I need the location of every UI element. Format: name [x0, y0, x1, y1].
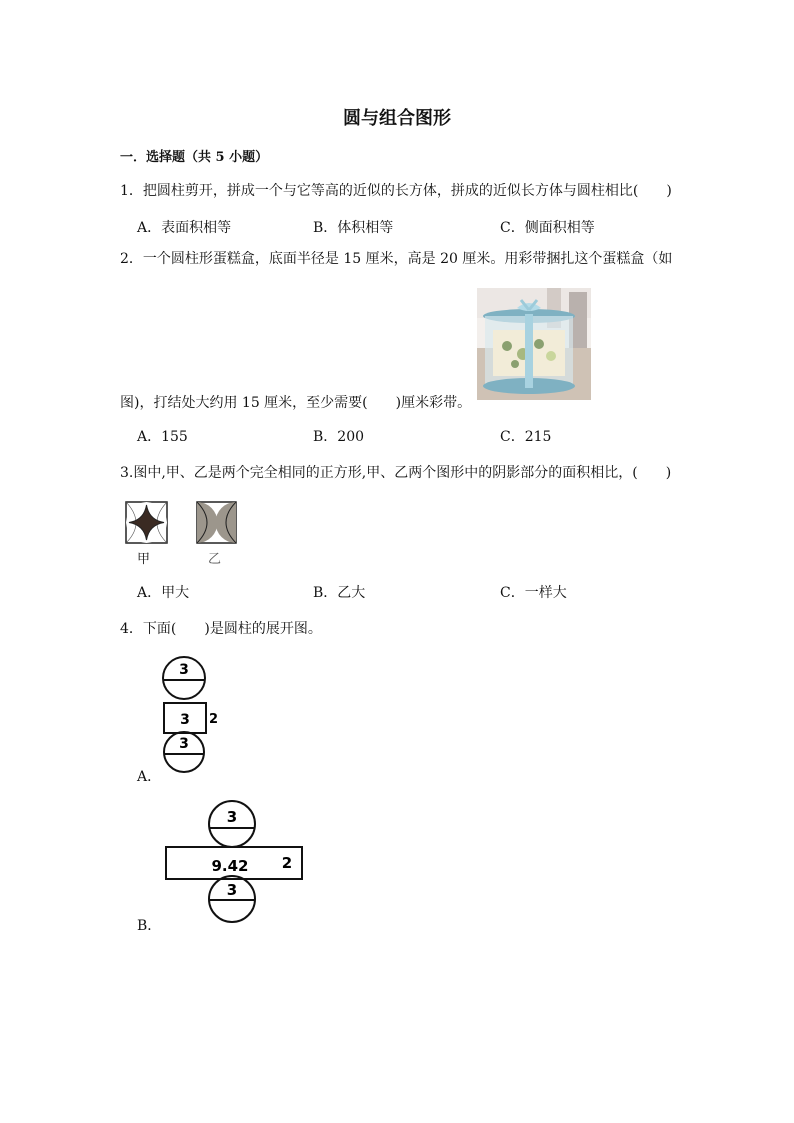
q2-option-b[interactable]: B．200	[313, 429, 365, 445]
q4-option-b[interactable]: B．	[137, 918, 162, 934]
question-1-text: 1．把圆柱剪开，拼成一个与它等高的近似的长方体，拼成的近似长方体与圆柱相比( )	[120, 183, 672, 199]
square-jia-figure	[124, 501, 170, 545]
question-3-text: 3.图中,甲、乙是两个完全相同的正方形,甲、乙两个图形中的阴影部分的面积相比，( )	[120, 465, 672, 481]
section-heading: 一．选择题（共 5 小题）	[120, 150, 269, 165]
q3-option-c[interactable]: C．一样大	[500, 585, 567, 601]
question-2-text-line2: 图)，打结处大约用 15 厘米，至少需要( )厘米彩带。	[120, 395, 472, 411]
net-a-side-label: 2	[209, 712, 219, 727]
net-a-rect-label: 3	[180, 712, 190, 728]
cylinder-net-b	[160, 798, 306, 926]
q1-option-a[interactable]: A．表面积相等	[137, 220, 232, 236]
question-4-text: 4．下面( )是圆柱的展开图。	[120, 621, 322, 637]
q2-option-c[interactable]: C．215	[500, 429, 552, 445]
square-yi-figure	[196, 501, 238, 545]
question-2-text-line1: 2．一个圆柱形蛋糕盒，底面半径是 15 厘米，高是 20 厘米。用彩带捆扎这个蛋糕盒（如	[120, 251, 673, 267]
net-b-rect-label: 9.42	[211, 857, 249, 875]
q3-option-b[interactable]: B．乙大	[313, 585, 366, 601]
q4-option-a[interactable]: A．	[137, 769, 162, 785]
q3-option-a[interactable]: A．甲大	[137, 585, 190, 601]
cylinder-net-a	[160, 654, 222, 774]
net-b-circle-top-label: 3	[226, 808, 238, 826]
q1-option-b[interactable]: B．体积相等	[313, 220, 394, 236]
label-yi: 乙	[208, 552, 222, 567]
label-jia: 甲	[137, 552, 151, 567]
q2-option-a[interactable]: A．155	[137, 429, 188, 445]
net-b-side-label: 2	[281, 854, 293, 872]
net-a-circle-bottom-label: 3	[179, 736, 189, 752]
page-title: 圆与组合图形	[343, 108, 451, 129]
q1-option-c[interactable]: C．侧面积相等	[500, 220, 595, 236]
net-b-circle-bottom-label: 3	[226, 881, 238, 899]
cake-box-image	[477, 288, 591, 400]
net-a-circle-top-label: 3	[179, 662, 189, 678]
